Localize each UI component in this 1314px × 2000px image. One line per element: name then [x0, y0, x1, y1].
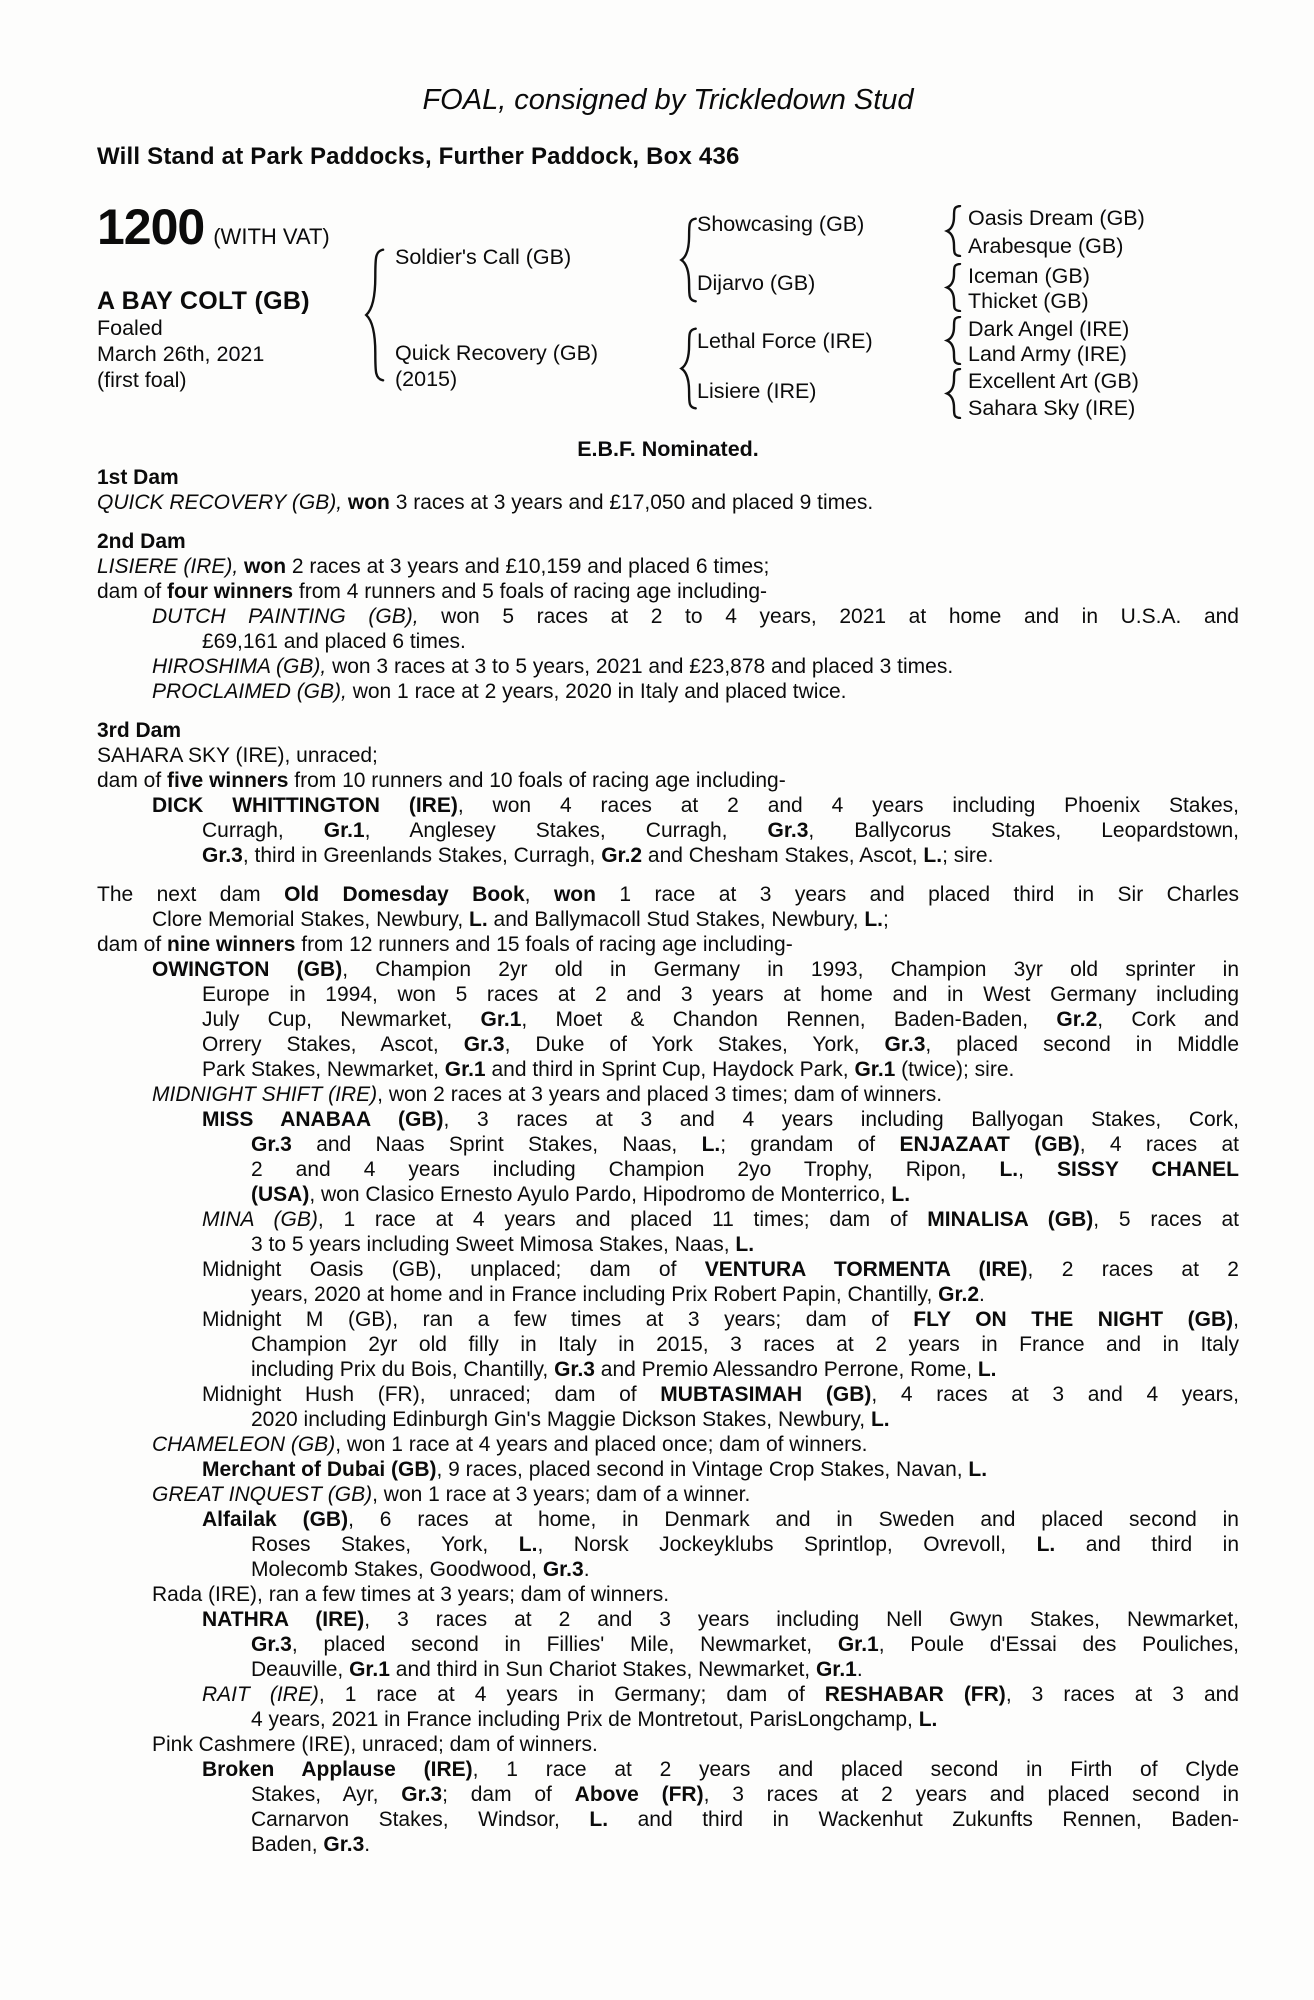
text-run: won 3 races at 3 to 5 years, 2021 and £23,878 and placed 3 times.	[326, 655, 954, 678]
catalogue-line	[97, 654, 1239, 679]
text-run: .	[979, 1283, 985, 1306]
catalogue-line	[97, 1457, 1239, 1482]
vat-note: (WITH VAT)	[213, 224, 330, 249]
text-run: and Chesham Stakes, Ascot,	[642, 844, 924, 867]
text-run: 2020 including Edinburgh Gin's Maggie Dickson Stakes, Newbury,	[251, 1408, 871, 1431]
blank-line	[97, 704, 1239, 718]
text-run: (twice); sire.	[895, 1058, 1015, 1081]
great-grandparent-2: Arabesque (GB)	[968, 234, 1124, 258]
text-run: (USA)	[251, 1183, 310, 1206]
catalogue-line	[97, 1082, 1239, 1107]
text-run: L.	[891, 1183, 911, 1206]
text-run: MISS ANABAA (GB)	[202, 1108, 444, 1131]
text-run: , Ballycorus Stakes, Leopardstown,	[808, 819, 1239, 842]
text-run: Gr.2	[938, 1283, 980, 1306]
catalogue-line	[97, 768, 1239, 793]
brace-icon	[677, 327, 699, 410]
text-run: DICK WHITTINGTON (IRE)	[152, 794, 458, 817]
brace-icon	[677, 217, 699, 303]
catalogue-line	[97, 1007, 1239, 1032]
text-run: and third in	[1055, 1533, 1240, 1556]
catalogue-line	[97, 818, 1239, 843]
text-run: Gr.3	[767, 819, 809, 842]
text-run: ,	[1233, 1308, 1239, 1331]
catalogue-line	[97, 1782, 1239, 1807]
text-run: won 1 race at 2 years, 2020 in Italy and placed twice.	[346, 680, 847, 703]
catalogue-line	[97, 679, 1239, 704]
text-run: L.	[999, 1158, 1019, 1181]
text-run: and third in Wackenhut Zukunfts Rennen, Baden-	[608, 1808, 1240, 1831]
text-run: , 2 races at 2	[1027, 1258, 1239, 1281]
text-run: The next dam	[97, 883, 285, 906]
dams-sire: Lethal Force (IRE)	[697, 329, 873, 353]
text-run: ; sire.	[942, 844, 994, 867]
section-heading-2nd-dam	[97, 529, 1239, 554]
text-run: Gr.3	[401, 1783, 443, 1806]
text-run: , 1 race at 4 years and placed 11 times; dam of	[317, 1208, 928, 1231]
text-run: Gr.3	[251, 1633, 292, 1656]
catalogue-line	[97, 957, 1239, 982]
catalogue-line	[97, 1832, 1239, 1857]
text-run: RAIT (IRE)	[202, 1683, 319, 1706]
dams-dam: Lisiere (IRE)	[697, 379, 817, 403]
catalogue-line	[97, 1157, 1239, 1182]
catalogue-line	[97, 490, 1239, 515]
text-run: Gr.2	[601, 844, 643, 867]
text-run: 4 years, 2021 in France including Prix de Montretout, ParisLongchamp,	[251, 1708, 919, 1731]
text-run: Gr.1	[837, 1633, 879, 1656]
brace-icon	[943, 263, 963, 312]
catalogue-text	[97, 465, 1239, 1857]
catalogue-line	[97, 579, 1239, 604]
text-run: Alfailak (GB)	[202, 1508, 349, 1531]
text-run: Gr.3	[884, 1033, 926, 1056]
catalogue-line	[97, 1682, 1239, 1707]
text-run: L.	[864, 908, 884, 931]
brace-icon	[943, 205, 963, 257]
text-run: , won 2 races at 3 years and placed 3 times; dam of winners.	[377, 1083, 943, 1106]
text-run: including Prix du Bois, Chantilly,	[251, 1358, 555, 1381]
text-run: RESHABAR (FR)	[824, 1683, 1006, 1706]
text-run: Gr.3	[202, 844, 243, 867]
text-run: , third in Greenlands Stakes, Curragh,	[242, 844, 602, 867]
text-run: from 4 runners and 5 foals of racing age including-	[293, 580, 767, 603]
lot-line	[97, 199, 330, 255]
text-run: , Anglesey Stakes, Curragh,	[364, 819, 768, 842]
text-run: Midnight M (GB), ran a few times at 3 years; dam of	[202, 1308, 914, 1331]
text-run: , won 4 races at 2 and 4 years including Phoenix Stakes,	[457, 794, 1239, 817]
text-run: and Naas Sprint Stakes, Naas,	[291, 1133, 702, 1156]
text-run: Champion 2yr old filly in Italy in 2015, 3 races at 2 years in France and in Italy	[251, 1333, 1239, 1356]
catalogue-line	[97, 1407, 1239, 1432]
catalogue-line	[97, 1032, 1239, 1057]
text-run: L.	[977, 1358, 997, 1381]
catalogue-line	[97, 1607, 1239, 1632]
text-run: dam of	[97, 580, 168, 603]
catalogue-line	[97, 1557, 1239, 1582]
text-run: PROCLAIMED (GB),	[152, 680, 347, 703]
text-run: Midnight Hush (FR), unraced; dam of	[202, 1383, 661, 1406]
text-run: Gr.3	[463, 1033, 505, 1056]
catalogue-line	[97, 843, 1239, 868]
text-run: Stakes, Ayr,	[251, 1783, 402, 1806]
text-run: Gr.3	[554, 1358, 595, 1381]
text-run: L.	[469, 908, 488, 931]
text-run: L.	[701, 1133, 721, 1156]
text-run: Curragh,	[202, 819, 324, 842]
text-run: and Premio Alessandro Perrone, Rome,	[594, 1358, 978, 1381]
text-run: Deauville,	[251, 1658, 350, 1681]
catalogue-line	[97, 1657, 1239, 1682]
text-run: won 5 races at 2 to 4 years, 2021 at home and in U.S.A. and	[418, 605, 1239, 628]
text-run: L.	[589, 1808, 609, 1831]
text-run: Carnarvon Stakes, Windsor,	[251, 1808, 590, 1831]
text-run: L.	[923, 844, 943, 867]
text-run: Baden,	[251, 1833, 324, 1856]
catalogue-line	[97, 1507, 1239, 1532]
text-run: L.	[918, 1708, 938, 1731]
text-run: and Ballymacoll Stud Stakes, Newbury,	[487, 908, 865, 931]
text-run: , Poule d'Essai des Pouliches,	[878, 1633, 1239, 1656]
foaled-label: Foaled	[97, 316, 163, 340]
catalogue-line	[97, 1707, 1239, 1732]
horse-name: A BAY COLT (GB)	[97, 287, 310, 315]
catalogue-line	[97, 604, 1239, 629]
text-run: won	[244, 555, 287, 578]
text-run: CHAMELEON (GB)	[152, 1433, 336, 1456]
section-heading-3rd-dam	[97, 718, 1239, 743]
text-run: GREAT INQUEST (GB)	[152, 1483, 373, 1506]
text-run: .	[583, 1558, 590, 1581]
catalogue-line	[97, 793, 1239, 818]
text-run: Above (FR)	[574, 1783, 704, 1806]
great-grandparent-8: Sahara Sky (IRE)	[968, 396, 1136, 420]
sires-dam: Dijarvo (GB)	[697, 271, 816, 295]
text-run: years, 2020 at home and in France including Prix Robert Papin, Chantilly,	[251, 1283, 939, 1306]
catalogue-line	[97, 1182, 1239, 1207]
text-run: Roses Stakes, York,	[251, 1533, 519, 1556]
great-grandparent-6: Land Army (IRE)	[968, 342, 1127, 366]
text-run: NATHRA (IRE)	[202, 1608, 365, 1631]
text-run: 1st Dam	[97, 466, 179, 489]
catalogue-line	[97, 882, 1239, 907]
text-run: OWINGTON (GB)	[152, 958, 343, 981]
sires-sire: Showcasing (GB)	[697, 212, 865, 236]
catalogue-line	[97, 1232, 1239, 1257]
catalogue-line	[97, 1382, 1239, 1407]
text-run: DUTCH PAINTING (GB),	[152, 605, 419, 628]
text-run: , Cork and	[1097, 1008, 1239, 1031]
catalogue-line	[97, 629, 1239, 654]
text-run: won	[553, 883, 596, 906]
text-run: 3 races at 3 years and £17,050 and placed 9 times.	[389, 491, 874, 514]
text-run: , placed second in Fillies' Mile, Newmarket,	[291, 1633, 838, 1656]
foaled-date: March 26th, 2021	[97, 342, 265, 366]
text-run: 2 and 4 years including Champion 2yo Trophy, Ripon,	[251, 1158, 1000, 1181]
text-run: , 3 races at 2 and 3 years including Nell Gwyn Stakes, Newmarket,	[364, 1608, 1239, 1631]
text-run: Clore Memorial Stakes, Newbury,	[152, 908, 470, 931]
text-run: dam of	[97, 933, 168, 956]
catalogue-line	[97, 554, 1239, 579]
text-run: July Cup, Newmarket,	[202, 1008, 481, 1031]
pedigree-table	[97, 199, 1239, 423]
catalogue-line	[97, 1307, 1239, 1332]
text-run: ,	[524, 883, 554, 906]
text-run: , placed second in Middle	[925, 1033, 1239, 1056]
text-run: Gr.2	[1056, 1008, 1098, 1031]
text-run: Gr.1	[854, 1058, 896, 1081]
catalogue-line	[97, 1107, 1239, 1132]
great-grandparent-4: Thicket (GB)	[968, 289, 1089, 313]
blank-line	[97, 515, 1239, 529]
text-run: L.	[735, 1233, 755, 1256]
text-run: , Moet & Chandon Rennen, Baden-Baden,	[521, 1008, 1057, 1031]
great-grandparent-1: Oasis Dream (GB)	[968, 206, 1145, 230]
great-grandparent-5: Dark Angel (IRE)	[968, 317, 1130, 341]
text-run: Broken Applause (IRE)	[202, 1758, 473, 1781]
text-run: MINALISA (GB)	[927, 1208, 1094, 1231]
text-run: four winners	[167, 580, 294, 603]
text-run: 2 races at 3 years and £10,159 and placed 6 times;	[286, 555, 770, 578]
text-run: L.	[1036, 1533, 1056, 1556]
page-title: FOAL, consigned by Trickledown Stud	[422, 84, 914, 116]
sire-name: Soldier's Call (GB)	[395, 245, 572, 269]
text-run: MINA (GB)	[202, 1208, 318, 1231]
text-run: Gr.3	[542, 1558, 584, 1581]
first-foal-note: (first foal)	[97, 368, 187, 392]
text-run: , 3 races at 2 years and placed second in	[703, 1783, 1240, 1806]
catalogue-line	[97, 907, 1239, 932]
catalogue-line	[97, 932, 1239, 957]
catalogue-line	[97, 1807, 1239, 1832]
text-run: Gr.3	[323, 1833, 365, 1856]
catalogue-line	[97, 1282, 1239, 1307]
catalogue-line	[97, 1632, 1239, 1657]
text-run: nine winners	[167, 933, 296, 956]
text-run: FLY ON THE NIGHT (GB)	[913, 1308, 1234, 1331]
catalogue-line	[97, 1532, 1239, 1557]
text-run: SISSY CHANEL	[1056, 1158, 1239, 1181]
catalogue-line	[97, 1757, 1239, 1782]
text-run: won	[347, 491, 390, 514]
text-run: L.	[518, 1533, 538, 1556]
text-run: QUICK RECOVERY (GB),	[97, 491, 348, 514]
text-run: , Champion 2yr old in Germany in 1993, Champion 3yr old sprinter in	[342, 958, 1240, 981]
brace-icon	[943, 316, 963, 365]
text-run: , 3 races at 3 and 4 years including Ballyogan Stakes, Cork,	[443, 1108, 1240, 1131]
lot-number: 1200	[97, 199, 205, 255]
text-run: ; dam of	[442, 1783, 575, 1806]
catalogue-line	[97, 1732, 1239, 1757]
text-run: and third in Sprint Cup, Haydock Park,	[485, 1058, 855, 1081]
great-grandparent-3: Iceman (GB)	[968, 264, 1090, 288]
text-run: 3rd Dam	[97, 719, 182, 742]
text-run: SAHARA SKY (IRE), unraced;	[97, 744, 378, 767]
text-run: .	[364, 1833, 371, 1856]
catalogue-line	[97, 1207, 1239, 1232]
text-run: 1 race at 3 years and placed third in Sir Charles	[595, 883, 1239, 906]
catalogue-line	[97, 1057, 1239, 1082]
text-run: ENJAZAAT (GB)	[899, 1133, 1080, 1156]
text-run: , won Clasico Ernesto Ayulo Pardo, Hipodromo de Monterrico,	[309, 1183, 892, 1206]
text-run: Gr.3	[251, 1133, 292, 1156]
catalogue-line	[97, 1132, 1239, 1157]
catalogue-line	[97, 1582, 1239, 1607]
text-run: , 1 race at 2 years and placed second in Firth of Clyde	[472, 1758, 1239, 1781]
brace-icon	[943, 368, 963, 419]
text-run: Rada (IRE), ran a few times at 3 years; dam of winners.	[152, 1583, 670, 1606]
catalogue-line	[97, 743, 1239, 768]
text-run: £69,161 and placed 6 times.	[202, 630, 466, 653]
text-run: from 10 runners and 10 foals of racing age including-	[288, 769, 786, 792]
text-run: .	[856, 1658, 863, 1681]
text-run: 2nd Dam	[97, 530, 186, 553]
text-run: , 3 races at 3 and	[1005, 1683, 1239, 1706]
text-run: five winners	[167, 769, 289, 792]
text-run: Gr.1	[444, 1058, 486, 1081]
text-run: Orrery Stakes, Ascot,	[202, 1033, 464, 1056]
text-run: VENTURA TORMENTA (IRE)	[704, 1258, 1028, 1281]
text-run: Park Stakes, Newmarket,	[202, 1058, 445, 1081]
text-run: Europe in 1994, won 5 races at 2 and 3 years at home and in West Germany including	[202, 983, 1239, 1006]
text-run: L.	[870, 1408, 890, 1431]
catalogue-line	[97, 1432, 1239, 1457]
dam-year: (2015)	[395, 367, 458, 391]
text-run: ,	[1018, 1158, 1057, 1181]
text-run: Merchant of Dubai (GB)	[202, 1458, 437, 1481]
text-run: MIDNIGHT SHIFT (IRE)	[152, 1083, 378, 1106]
text-run: , won 1 race at 3 years; dam of a winner.	[372, 1483, 751, 1506]
text-run: , 1 race at 4 years in Germany; dam of	[318, 1683, 825, 1706]
catalogue-line	[97, 1332, 1239, 1357]
text-run: , won 1 race at 4 years and placed once; dam of winners.	[335, 1433, 868, 1456]
section-heading-1st-dam	[97, 465, 1239, 490]
text-run: , 4 races at	[1079, 1133, 1240, 1156]
text-run: MUBTASIMAH (GB)	[660, 1383, 872, 1406]
ebf-nominated-line: E.B.F. Nominated.	[577, 437, 759, 461]
dam-name: Quick Recovery (GB)	[395, 341, 599, 365]
catalogue-line	[97, 1257, 1239, 1282]
text-run: L.	[968, 1458, 988, 1481]
text-run: , 9 races, placed second in Vintage Crop Stakes, Navan,	[436, 1458, 969, 1481]
catalogue-line	[97, 1357, 1239, 1382]
text-run: LISIERE (IRE),	[97, 555, 245, 578]
text-run: from 12 runners and 15 foals of racing age including-	[295, 933, 793, 956]
text-run: Gr.1	[349, 1658, 390, 1681]
text-run: 3 to 5 years including Sweet Mimosa Stakes, Naas,	[251, 1233, 736, 1256]
catalogue-line	[97, 1482, 1239, 1507]
text-run: Molecomb Stakes, Goodwood,	[251, 1558, 543, 1581]
text-run: , Duke of York Stakes, York,	[504, 1033, 885, 1056]
text-run: Midnight Oasis (GB), unplaced; dam of	[202, 1258, 705, 1281]
brace-icon	[361, 247, 387, 383]
text-run: , 6 races at home, in Denmark and in Sweden and placed second in	[348, 1508, 1239, 1531]
stand-location-line: Will Stand at Park Paddocks, Further Paddock, Box 436	[97, 143, 740, 170]
blank-line	[97, 868, 1239, 882]
text-run: dam of	[97, 769, 168, 792]
text-run: Old Domesday Book	[284, 883, 525, 906]
text-run: , Norsk Jockeyklubs Sprintlop, Ovrevoll,	[537, 1533, 1037, 1556]
text-run: ; grandam of	[720, 1133, 900, 1156]
text-run: HIROSHIMA (GB),	[152, 655, 327, 678]
text-run: Gr.1	[323, 819, 365, 842]
text-run: and third in Sun Chariot Stakes, Newmarket,	[389, 1658, 816, 1681]
text-run: Gr.1	[480, 1008, 522, 1031]
great-grandparent-7: Excellent Art (GB)	[968, 369, 1139, 393]
text-run: , 5 races at	[1093, 1208, 1239, 1231]
text-run: Gr.1	[815, 1658, 857, 1681]
text-run: ;	[883, 908, 889, 931]
catalogue-line	[97, 982, 1239, 1007]
text-run: , 4 races at 3 and 4 years,	[871, 1383, 1239, 1406]
text-run: Pink Cashmere (IRE), unraced; dam of winners.	[152, 1733, 598, 1756]
